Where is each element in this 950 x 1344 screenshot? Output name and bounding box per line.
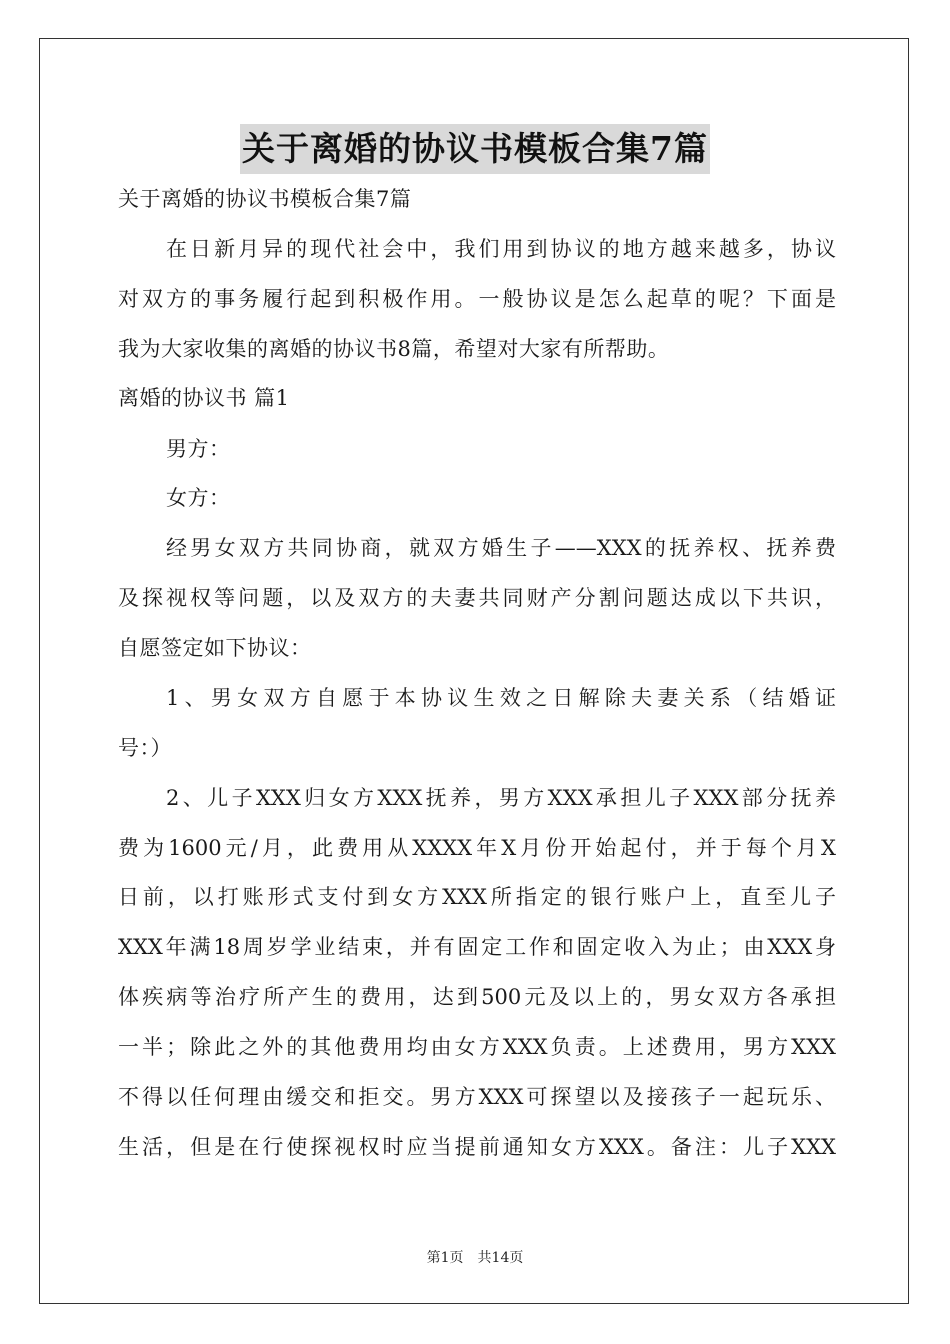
paragraph-line: 男方：: [166, 437, 231, 461]
document-subtitle: 关于离婚的协议书模板合集7篇: [118, 187, 412, 211]
paragraph-line: 女方：: [166, 486, 231, 510]
paragraph-line: 不得以任何理由缓交和拒交。男方XXX可探望以及接孩子一起玩乐、: [118, 1085, 836, 1109]
paragraph-line: 经男女双方共同协商，就双方婚生子——XXX的抚养权、抚养费: [166, 536, 836, 560]
section-heading: 离婚的协议书 篇1: [118, 386, 290, 410]
page-number: 第1页: [426, 1250, 464, 1266]
paragraph-line: 号：）: [118, 736, 172, 760]
paragraph-line: 1、男女双方自愿于本协议生效之日解除夫妻关系（结婚证: [166, 686, 836, 710]
paragraph-line: XXX年满18周岁学业结束，并有固定工作和固定收入为止；由XXX身: [118, 935, 836, 959]
paragraph-line: 生活，但是在行使探视权时应当提前通知女方XXX。备注：儿子XXX: [118, 1135, 836, 1159]
paragraph-line: 自愿签定如下协议：: [118, 636, 312, 660]
page-footer: [0, 1249, 950, 1267]
page-border: [39, 38, 909, 1304]
paragraph-line: 对双方的事务履行起到积极作用。一般协议是怎么起草的呢？下面是: [118, 287, 836, 311]
paragraph-line: 及探视权等问题，以及双方的夫妻共同财产分割问题达成以下共识，: [118, 586, 836, 610]
paragraph-line: 在日新月异的现代社会中，我们用到协议的地方越来越多，协议: [166, 237, 836, 261]
page-total: 共14页: [477, 1250, 524, 1266]
paragraph-line: 体疾病等治疗所产生的费用，达到500元及以上的，男女双方各承担: [118, 985, 836, 1009]
paragraph-line: 一半；除此之外的其他费用均由女方XXX负责。上述费用，男方XXX: [118, 1035, 836, 1059]
document-title: 关于离婚的协议书模板合集7篇: [240, 124, 710, 174]
paragraph-line: 日前，以打账形式支付到女方XXX所指定的银行账户上，直至儿子: [118, 885, 836, 909]
paragraph-line: 2、儿子XXX归女方XXX抚养，男方XXX承担儿子XXX部分抚养: [166, 786, 836, 810]
paragraph-line: 我为大家收集的离婚的协议书8篇，希望对大家有所帮助。: [118, 337, 670, 361]
paragraph-line: 费为1600元/月，此费用从XXXX年X月份开始起付，并于每个月X: [118, 836, 836, 860]
title-container: [0, 124, 950, 174]
